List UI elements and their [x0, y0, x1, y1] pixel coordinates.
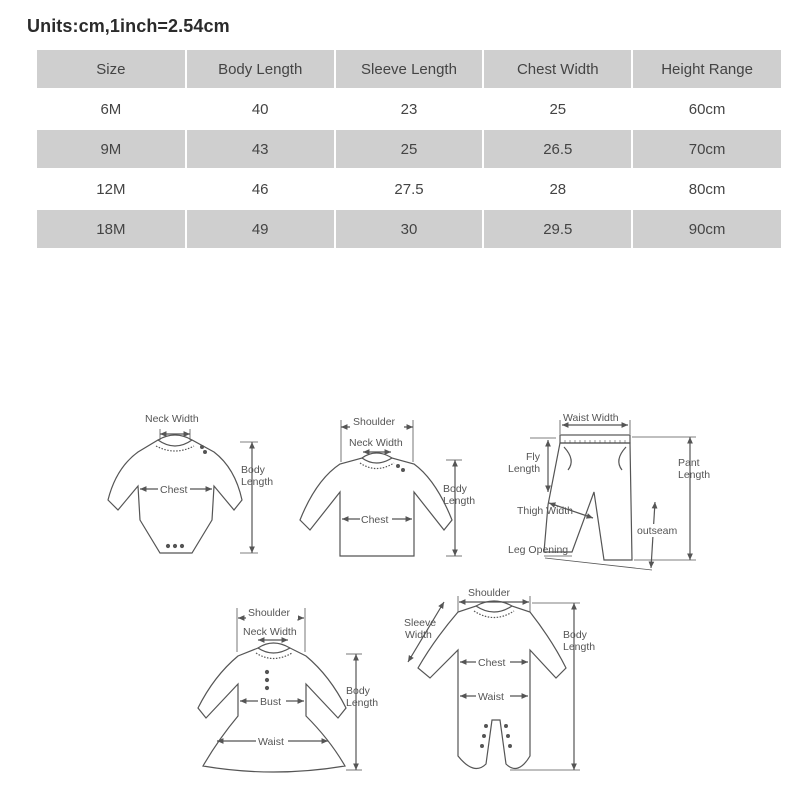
column-header: Chest Width — [483, 50, 632, 89]
body-length-label: Body — [241, 464, 265, 476]
chest-label: Chest — [478, 657, 506, 669]
table-cell: 90cm — [632, 209, 781, 249]
table-cell: 80cm — [632, 169, 781, 209]
pant-length-label: Length — [678, 469, 711, 481]
table-cell: 43 — [186, 129, 335, 169]
shoulder-label: Shoulder — [248, 607, 291, 619]
table-cell: 40 — [186, 89, 335, 129]
romper-outline — [418, 606, 566, 769]
neck-width-label: Neck Width — [145, 413, 199, 425]
table-cell: 70cm — [632, 129, 781, 169]
column-header: Height Range — [632, 50, 781, 89]
waist-label: Waist — [478, 691, 504, 703]
column-header: Body Length — [186, 50, 335, 89]
table-cell: 6M — [37, 89, 186, 129]
table-cell: 12M — [37, 169, 186, 209]
body-length-label: Length — [241, 476, 274, 488]
table-cell: 60cm — [632, 89, 781, 129]
body-length-label: Body — [443, 483, 467, 495]
shoulder-label: Shoulder — [468, 587, 511, 599]
chest-label: Chest — [160, 484, 188, 496]
body-length-label: Body — [346, 685, 370, 697]
chest-label: Chest — [361, 514, 389, 526]
bodysuit-outline — [108, 440, 242, 553]
outseam-label: outseam — [637, 525, 678, 537]
shirt-outline — [300, 458, 452, 556]
table-cell: 23 — [335, 89, 484, 129]
dress-outline — [198, 648, 346, 772]
fly-length-label: Fly — [526, 451, 540, 463]
table-cell: 29.5 — [483, 209, 632, 249]
leg-opening-label: Leg Opening — [508, 544, 569, 556]
table-cell: 25 — [335, 129, 484, 169]
pant-length-label: Pant — [678, 457, 700, 469]
thigh-width-label: Thigh Width — [517, 505, 574, 517]
body-length-label: Length — [443, 495, 476, 507]
bust-label: Bust — [260, 696, 282, 708]
body-length-label: Length — [563, 641, 596, 653]
sleeve-width-label: Width — [405, 629, 432, 641]
shoulder-label: Shoulder — [353, 416, 396, 428]
column-header: Sleeve Length — [335, 50, 484, 89]
table-cell: 26.5 — [483, 129, 632, 169]
body-length-label: Body — [563, 629, 587, 641]
table-cell: 49 — [186, 209, 335, 249]
table-cell: 9M — [37, 129, 186, 169]
units-note: Units:cm,1inch=2.54cm — [27, 16, 230, 36]
waist-width-label: Waist Width — [563, 412, 619, 424]
table-cell: 18M — [37, 209, 186, 249]
fly-length-label: Length — [508, 463, 541, 475]
table-cell: 28 — [483, 169, 632, 209]
table-cell: 25 — [483, 89, 632, 129]
table-cell: 30 — [335, 209, 484, 249]
body-length-label: Length — [346, 697, 379, 709]
waist-label: Waist — [258, 736, 284, 748]
neck-width-label: Neck Width — [349, 437, 403, 449]
table-cell: 46 — [186, 169, 335, 209]
table-cell: 27.5 — [335, 169, 484, 209]
sleeve-width-label: Sleeve — [404, 617, 437, 629]
neck-width-label: Neck Width — [243, 626, 297, 638]
column-header: Size — [37, 50, 186, 89]
